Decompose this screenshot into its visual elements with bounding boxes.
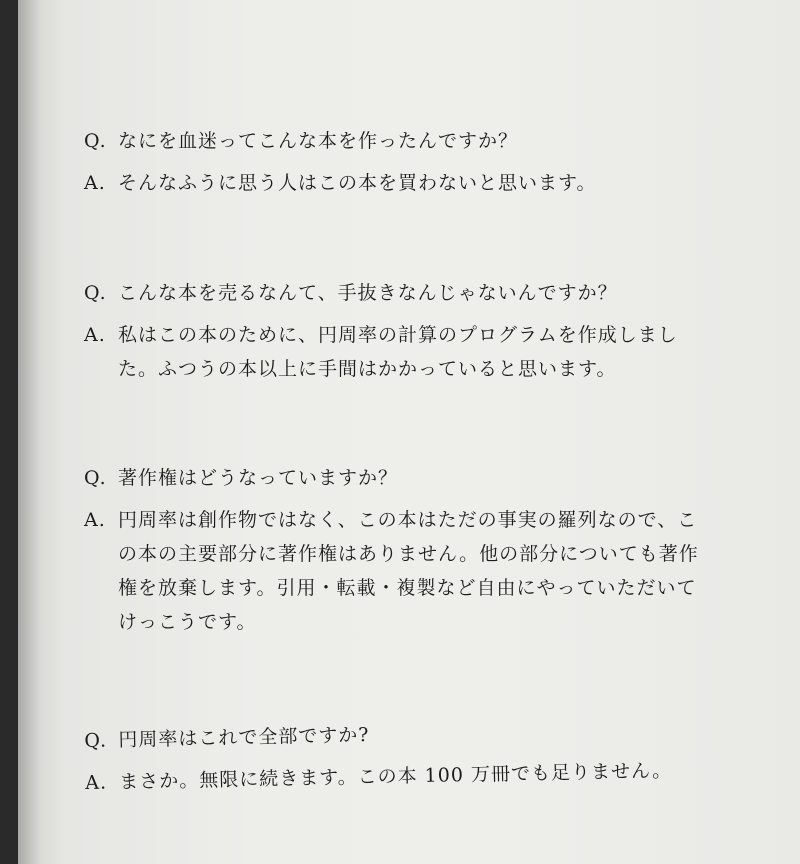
faq-item-4 [84, 711, 725, 800]
question-mark: Q. [84, 282, 107, 304]
answer-mark: A. [84, 172, 106, 194]
faq-item-2 [84, 276, 724, 386]
answer-line [85, 753, 726, 800]
question-line [84, 124, 724, 158]
question-line [84, 711, 725, 758]
answer-line [84, 318, 724, 386]
question-text: 円周率はこれで全部ですか? [118, 724, 370, 752]
answer-text: 私はこの本のために、円周率の計算のプログラムを作成しました。ふつうの本以上に手間はかかっていると思います。 [118, 324, 678, 380]
question-line [84, 276, 724, 310]
question-text: 著作権はどうなっていますか？ [118, 467, 399, 489]
answer-mark: A. [85, 771, 108, 794]
question-mark: Q. [84, 467, 107, 489]
question-mark: Q. [84, 130, 107, 152]
faq-item-1 [84, 124, 724, 200]
answer-line [84, 503, 724, 639]
answer-text: まさか。無限に続きます。この本 100 万冊でも足りません。 [118, 759, 673, 794]
answer-line [84, 166, 724, 200]
answer-text: そんなふうに思う人はこの本を買わないと思います。 [118, 172, 597, 194]
question-mark: Q. [84, 729, 108, 752]
answer-mark: A. [84, 509, 106, 531]
book-page [18, 0, 800, 864]
answer-mark: A. [84, 324, 106, 346]
question-text: なにを血迷ってこんな本を作ったんですか？ [118, 130, 519, 152]
question-line [84, 461, 724, 495]
question-text: こんな本を売るなんて、手抜きなんじゃないんですか？ [118, 282, 618, 304]
page-gutter-shadow [18, 0, 40, 864]
answer-text: 円周率は創作物ではなく、この本はただの事実の羅列なので、この本の主要部分に著作権はありません。他の部分についても著作権を放棄します。引用・転載・複製など自由にやっていただいてけっこうです。 [118, 509, 699, 633]
faq-item-3 [84, 461, 724, 639]
